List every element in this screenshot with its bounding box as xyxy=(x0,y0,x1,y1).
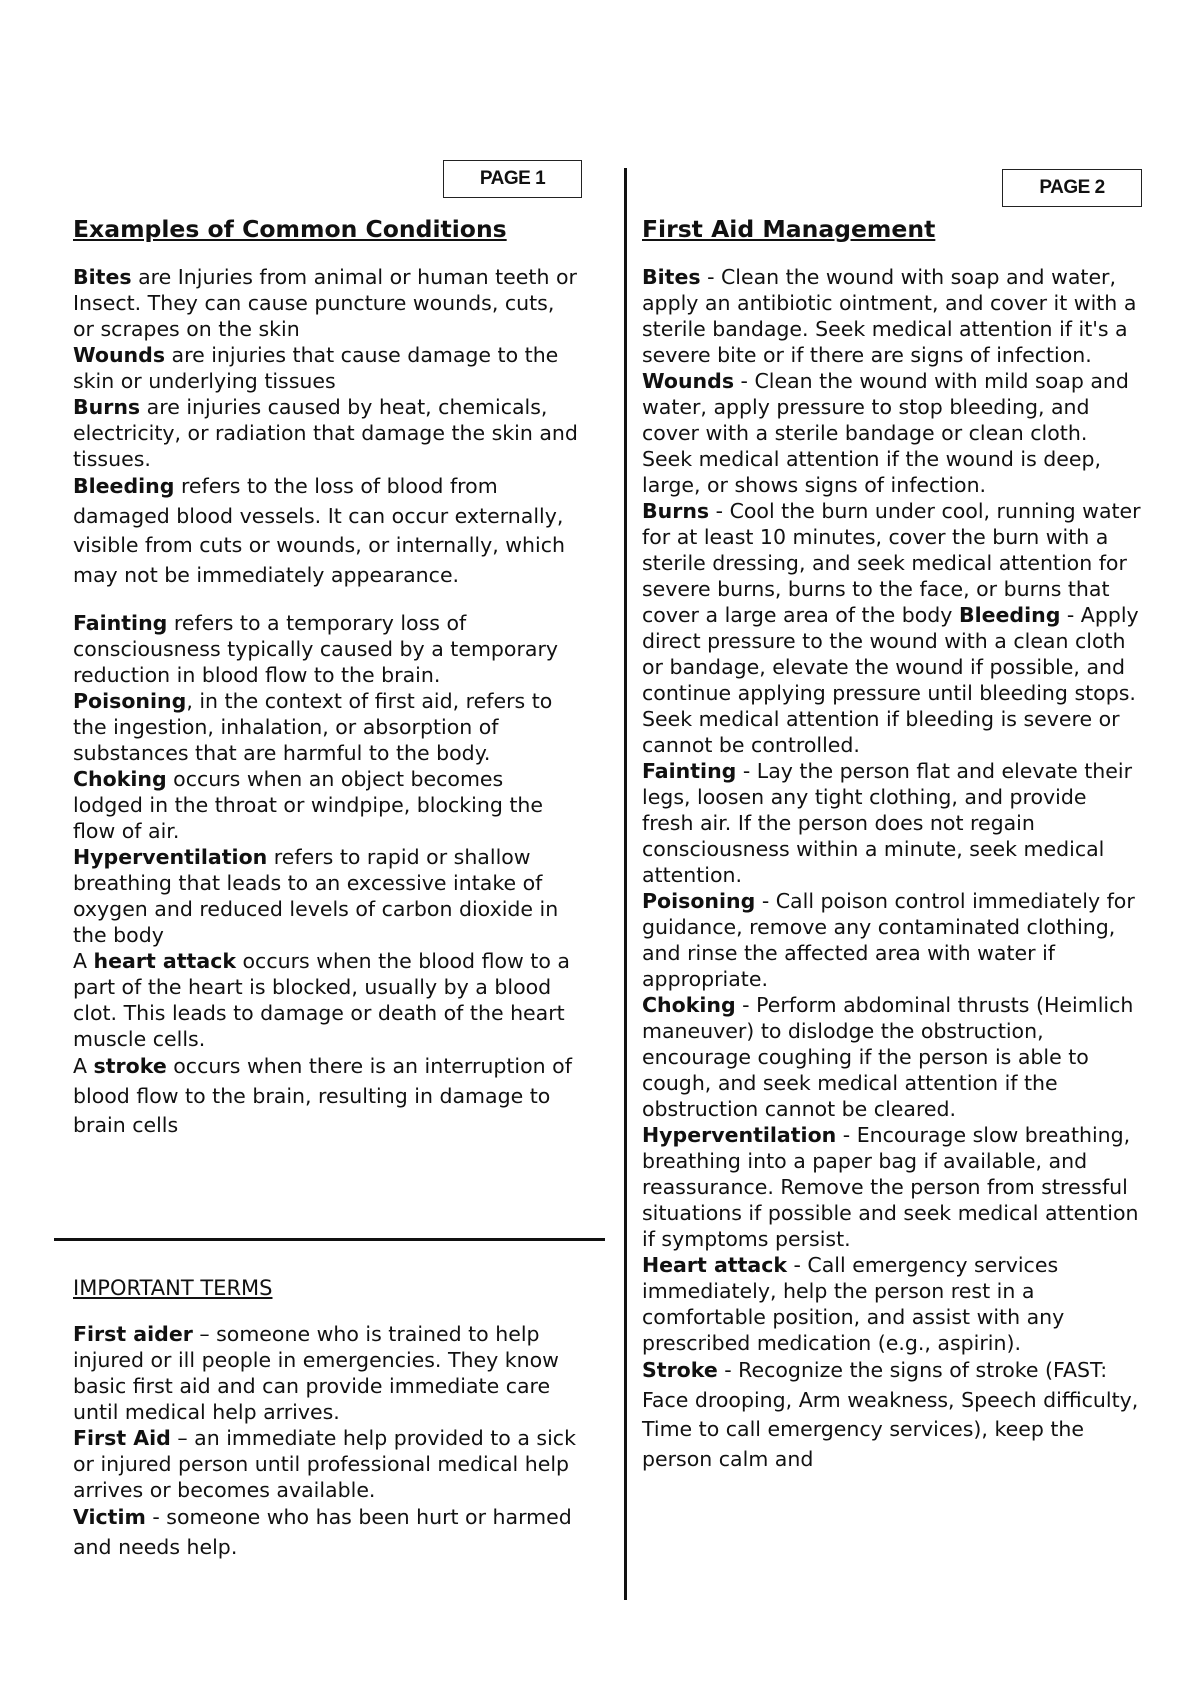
management-term: Heart attack xyxy=(642,1253,787,1277)
condition-term: Poisoning xyxy=(73,689,187,713)
important-terms-heading: IMPORTANT TERMS xyxy=(73,1276,273,1300)
term-first-aid: First Aid – an immediate help provided to a sick or injured person until professional medical help arrives or becomes available. xyxy=(73,1426,576,1502)
management-stroke: Stroke - Recognize the signs of stroke (FAST: Face drooping, Arm weakness, Speech difficulty, Time to call emergency services), keep the person calm and xyxy=(642,1358,1139,1471)
condition-term: heart attack xyxy=(93,949,236,973)
term-label: First aider xyxy=(73,1322,193,1346)
term-victim: Victim - someone who has been hurt or harmed and needs help. xyxy=(73,1505,572,1559)
condition-term: Fainting xyxy=(73,611,168,635)
management-term: Wounds xyxy=(642,369,735,393)
first-aid-management-heading: First Aid Management xyxy=(642,215,936,243)
condition-heart-attack: A heart attack occurs when the blood flow to a part of the heart is blocked, usually by a blood clot. This leads to damage or death of the heart muscle cells. xyxy=(73,949,570,1051)
column-divider xyxy=(624,168,627,1600)
condition-term: stroke xyxy=(93,1054,167,1078)
condition-poisoning: Poisoning, in the context of first aid, refers to the ingestion, inhalation, or absorption of substances that are harmful to the body. xyxy=(73,689,553,765)
condition-hyperventilation: Hyperventilation refers to rapid or shallow breathing that leads to an excessive intake of oxygen and reduced levels of carbon dioxide in the body xyxy=(73,845,559,947)
management-term: Bites xyxy=(642,265,701,289)
management-fainting: Fainting - Lay the person flat and elevate their legs, loosen any tight clothing, and provide fresh air. If the person does not regain consciousness within a minute, seek medical attention. xyxy=(642,759,1133,887)
management-hyperventilation: Hyperventilation - Encourage slow breathing, breathing into a paper bag if available, and reassurance. Remove the person from stressful situations if possible and seek medical attention if symptoms persist. xyxy=(642,1123,1139,1251)
condition-term: Bleeding xyxy=(73,474,175,498)
term-label: Victim xyxy=(73,1505,146,1529)
management-term: Bleeding xyxy=(958,603,1061,627)
management-term: Fainting xyxy=(642,759,737,783)
condition-burns: Burns are injuries caused by heat, chemicals, electricity, or radiation that damage the skin and tissues. xyxy=(73,395,578,471)
condition-bites: Bites are Injuries from animal or human teeth or Insect. They can cause puncture wounds, cuts, or scrapes on the skin xyxy=(73,265,577,341)
management-poisoning: Poisoning - Call poison control immediately for guidance, remove any contaminated clothing, and rinse the affected area with water if appropriate. xyxy=(642,889,1135,991)
common-conditions-section xyxy=(73,214,579,1141)
page-1-label: PAGE 1 xyxy=(443,160,582,198)
management-term: Burns xyxy=(642,499,710,523)
condition-stroke: A stroke occurs when there is an interruption of blood flow to the brain, resulting in damage to brain cells xyxy=(73,1054,572,1137)
page-2-label: PAGE 2 xyxy=(1002,169,1142,207)
condition-wounds: Wounds are injuries that cause damage to the skin or underlying tissues xyxy=(73,343,559,393)
term-label: First Aid xyxy=(73,1426,171,1450)
common-conditions-heading: Examples of Common Conditions xyxy=(73,215,507,243)
term-first-aider: First aider – someone who is trained to help injured or ill people in emergencies. They know basic first aid and can provide immediate care until medical help arrives. xyxy=(73,1322,559,1424)
condition-term: Wounds xyxy=(73,343,166,367)
management-term: Choking xyxy=(642,993,736,1017)
condition-bleeding: Bleeding refers to the loss of blood from damaged blood vessels. It can occur externally, visible from cuts or wounds, or internally, which may not be immediately appearance. xyxy=(73,474,565,587)
condition-choking: Choking occurs when an object becomes lodged in the throat or windpipe, blocking the flow of air. xyxy=(73,767,544,843)
management-heart-attack: Heart attack - Call emergency services immediately, help the person rest in a comfortable position, and assist with any prescribed medication (e.g., aspirin). xyxy=(642,1253,1065,1355)
condition-fainting: Fainting refers to a temporary loss of consciousness typically caused by a temporary reduction in blood flow to the brain. xyxy=(73,611,559,687)
condition-term: Hyperventilation xyxy=(73,845,268,869)
management-bites: Bites - Clean the wound with soap and water, apply an antibiotic ointment, and cover it with a sterile bandage. Seek medical attention if it's a severe bite or if there are signs of infection. xyxy=(642,265,1137,367)
condition-term: Burns xyxy=(73,395,141,419)
first-aid-management-section xyxy=(642,214,1142,1474)
important-terms-section xyxy=(73,1275,579,1562)
management-wounds: Wounds - Clean the wound with mild soap and water, apply pressure to stop bleeding, and cover with a sterile bandage or clean cloth. Seek medical attention if the wound is deep, large, or shows signs of infection. xyxy=(642,369,1129,497)
management-burns-bleeding: Burns - Cool the burn under cool, running water for at least 10 minutes, cover the burn with a sterile dressing, and seek medical attention for severe burns, burns to the face, or burns that cover a large area of the body Bleeding - Apply direct pressure to the wound with a clean cloth or bandage, elevate the wound if possible, and continue applying pressure until bleeding stops. Seek medical attention if bleeding is severe or cannot be controlled. xyxy=(642,499,1141,757)
condition-term: Choking xyxy=(73,767,167,791)
management-term: Poisoning xyxy=(642,889,756,913)
section-divider xyxy=(54,1238,605,1241)
management-choking: Choking - Perform abdominal thrusts (Heimlich maneuver) to dislodge the obstruction, encourage coughing if the person is able to cough, and seek medical attention if the obstruction cannot be cleared. xyxy=(642,993,1134,1121)
management-term: Hyperventilation xyxy=(642,1123,837,1147)
condition-term: Bites xyxy=(73,265,132,289)
management-term: Stroke xyxy=(642,1358,718,1382)
